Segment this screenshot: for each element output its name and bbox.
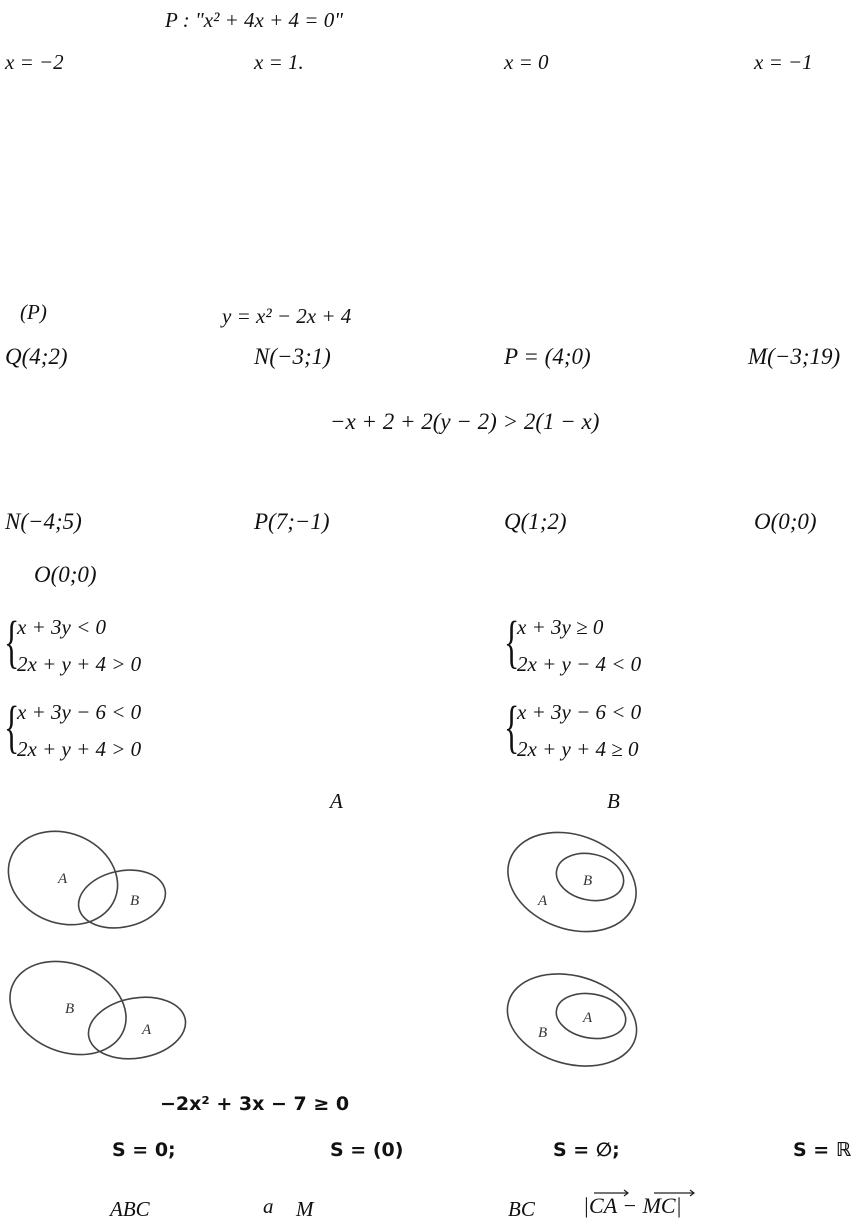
q6-inequality: −2x² + 3x − 7 ≥ 0 <box>160 1093 350 1115</box>
q4-option-a-line1: x + 3y < 0 <box>17 615 106 639</box>
q7-segment: BC <box>508 1197 535 1221</box>
q3-option-d[interactable]: O(0;0) <box>754 509 817 534</box>
q2-option-a[interactable]: Q(4;2) <box>5 344 68 369</box>
q2-option-c[interactable]: P = (4;0) <box>504 344 591 369</box>
q2-parabola-label: (P) <box>20 300 47 324</box>
q1-option-b[interactable]: x = 1. <box>254 50 304 74</box>
q4-option-c-line2: 2x + y + 4 > 0 <box>17 737 142 761</box>
q6-option-d[interactable]: S = ℝ <box>793 1139 852 1161</box>
q2-option-b[interactable]: N(−3;1) <box>254 344 331 369</box>
q5-c-inner-label: A <box>142 1022 152 1038</box>
q1-option-d[interactable]: x = −1 <box>754 50 813 74</box>
q1-statement: P : "x² + 4x + 4 = 0" <box>165 8 344 32</box>
q5-set-a: A <box>330 789 343 813</box>
brace-icon: { <box>4 609 20 674</box>
q5-venn-option-d[interactable] <box>500 970 650 1075</box>
q3-inequality: −x + 2 + 2(y − 2) > 2(1 − x) <box>330 409 600 434</box>
q6-option-a[interactable]: S = 0; <box>112 1139 176 1161</box>
q2-option-d[interactable]: M(−3;19) <box>748 344 841 369</box>
brace-icon: { <box>4 694 20 759</box>
q4-point: O(0;0) <box>34 562 97 587</box>
q4-option-b-line2: 2x + y − 4 < 0 <box>517 652 642 676</box>
q4-option-b-line1: x + 3y ≥ 0 <box>517 615 604 639</box>
q5-c-outer-label: B <box>65 1001 75 1017</box>
q5-a-outer-label: A <box>58 871 68 887</box>
q5-a-inner-label: B <box>130 893 140 909</box>
q7-expression: |CA − MC| <box>583 1193 682 1218</box>
q6-option-b[interactable]: S = (0) <box>330 1139 404 1161</box>
q3-option-a[interactable]: N(−4;5) <box>5 509 82 534</box>
q4-option-c-line1: x + 3y − 6 < 0 <box>17 700 142 724</box>
q2-equation: y = x² − 2x + 4 <box>222 304 352 328</box>
q5-venn-option-c[interactable] <box>0 958 190 1068</box>
q1-option-a[interactable]: x = −2 <box>5 50 64 74</box>
brace-icon: { <box>504 609 520 674</box>
q5-venn-option-a[interactable] <box>0 825 180 935</box>
q7-point: M <box>296 1197 314 1221</box>
vector-arrows <box>590 1188 700 1198</box>
q6-option-c[interactable]: S = ∅; <box>553 1139 620 1161</box>
q5-b-outer-label: A <box>538 893 548 909</box>
q7-side: a <box>263 1194 274 1218</box>
q5-b-inner-label: B <box>583 873 593 889</box>
brace-icon: { <box>504 694 520 759</box>
q5-set-b: B <box>607 789 620 813</box>
q7-triangle: ABC <box>110 1197 150 1221</box>
q3-option-c[interactable]: Q(1;2) <box>504 509 567 534</box>
q5-d-inner-label: A <box>583 1010 593 1026</box>
q5-d-outer-label: B <box>538 1025 548 1041</box>
q1-option-c[interactable]: x = 0 <box>504 50 549 74</box>
q3-option-b[interactable]: P(7;−1) <box>254 509 330 534</box>
q4-option-d-line2: 2x + y + 4 ≥ 0 <box>517 737 639 761</box>
q5-venn-option-b[interactable] <box>500 830 650 935</box>
q4-option-d-line1: x + 3y − 6 < 0 <box>517 700 642 724</box>
q4-option-a-line2: 2x + y + 4 > 0 <box>17 652 142 676</box>
